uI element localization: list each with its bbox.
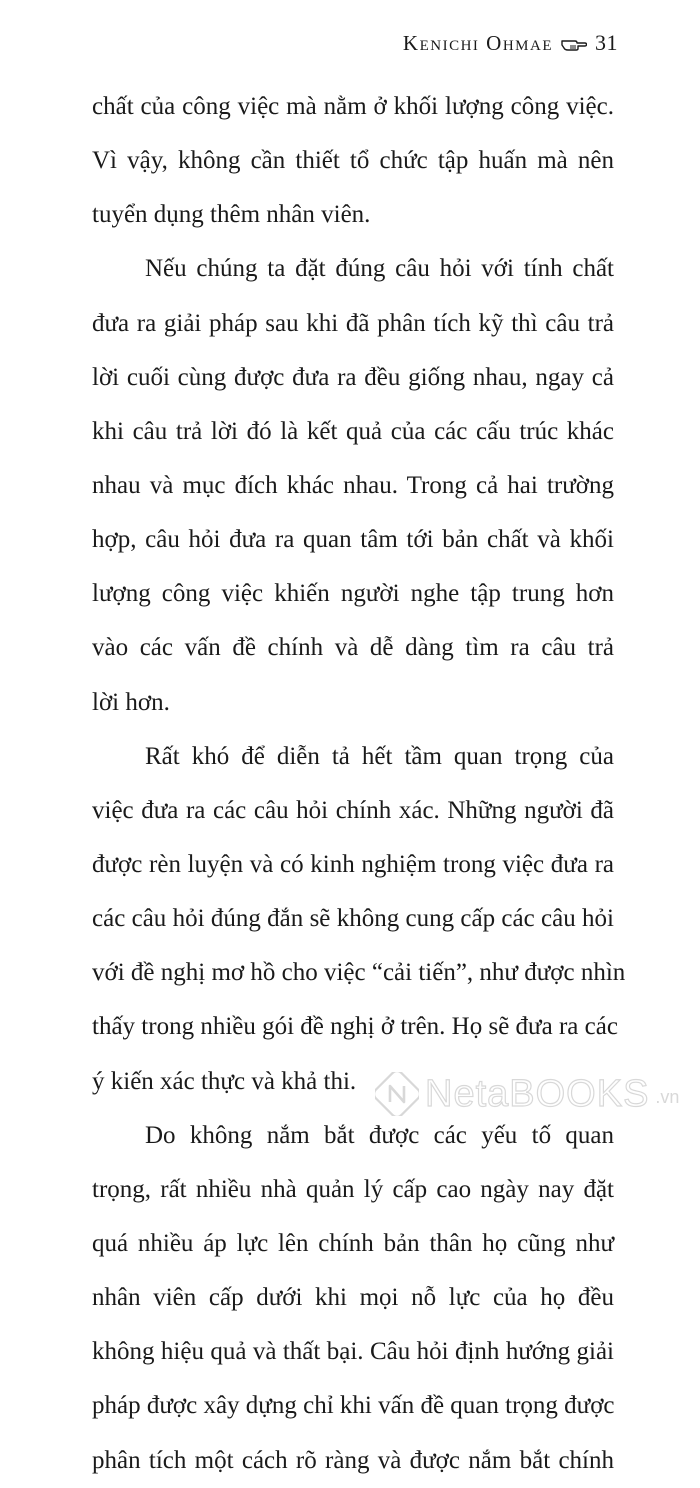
text-line: trọng, rất nhiều nhà quản lý cấp cao ngày nay đặt: [92, 1175, 614, 1203]
text-line: pháp được xây dựng chỉ khi vấn đề quan trọng được: [92, 1392, 615, 1420]
text-line: lượng công việc khiến người nghe tập trung hơn: [92, 580, 614, 608]
running-header: [403, 30, 618, 56]
watermark-brand: NetaBOOKS: [425, 1072, 650, 1115]
text-line: đưa ra giải pháp sau khi đã phân tích kỹ thì câu trả: [92, 309, 614, 337]
text-line: vào các vấn đề chính và dễ dàng tìm ra câu trả: [92, 634, 614, 662]
text-line: các câu hỏi đúng đắn sẽ không cung cấp các câu hỏi: [92, 905, 614, 933]
text-line: tuyển dụng thêm nhân viên.: [92, 201, 371, 229]
watermark-suffix: .vn: [655, 1087, 680, 1107]
text-line: quá nhiều áp lực lên chính bản thân họ cũng như: [92, 1229, 614, 1257]
text-line: với đề nghị mơ hồ cho việc “cải tiến”, như được nhìn: [92, 959, 626, 987]
paragraph-first-line: Rất khó để diễn tả hết tầm quan trọng của: [145, 742, 614, 770]
text-line: chất của công việc mà nằm ở khối lượng công việc.: [92, 93, 614, 120]
pointing-hand-icon: [561, 34, 587, 52]
text-line: việc đưa ra các câu hỏi chính xác. Những người đã: [92, 796, 614, 824]
text-line: ý kiến xác thực và khả thi.: [92, 1067, 357, 1095]
paragraph-first-line: Nếu chúng ta đặt đúng câu hỏi với tính chất: [145, 255, 614, 283]
text-line: nhân viên cấp dưới khi mọi nỗ lực của họ đều: [92, 1284, 614, 1312]
text-line: hợp, câu hỏi đưa ra quan tâm tới bản chất và khối: [92, 526, 614, 554]
netabooks-logo-icon: [375, 1072, 419, 1116]
text-line: phân tích một cách rõ ràng và được nắm bắt chính: [92, 1446, 614, 1474]
publisher-watermark: [375, 1072, 679, 1116]
text-line: nhau và mục đích khác nhau. Trong cả hai trường: [92, 471, 614, 499]
text-line: thấy trong nhiều gói đề nghị ở trên. Họ sẽ đưa ra các: [92, 1013, 618, 1041]
text-line: lời cuối cùng được đưa ra đều giống nhau, ngay cả: [92, 363, 614, 391]
text-line: khi câu trả lời đó là kết quả của các cấu trúc khác: [92, 417, 614, 445]
author-name: Kenichi Ohmae: [402, 30, 553, 55]
text-line: không hiệu quả và thất bại. Câu hỏi định hướng giải: [92, 1338, 614, 1366]
text-line: lời hơn.: [92, 688, 170, 716]
paragraph-first-line: Do không nắm bắt được các yếu tố quan: [145, 1121, 614, 1149]
body-text: [92, 80, 626, 1488]
text-line: được rèn luyện và có kinh nghiệm trong việc đưa ra: [92, 850, 614, 878]
page-number: 31: [595, 30, 618, 55]
text-line: Vì vậy, không cần thiết tổ chức tập huấn mà nên: [92, 147, 614, 175]
